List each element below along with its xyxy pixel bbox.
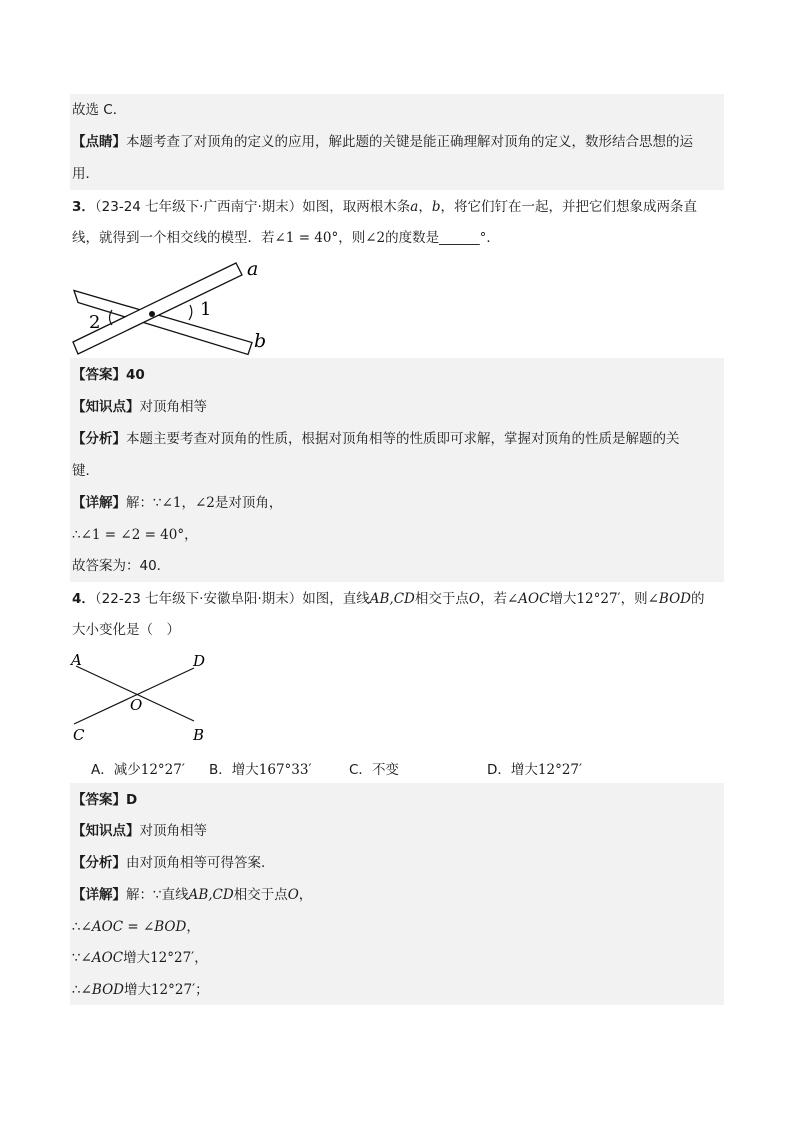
option-text: 增大: [231, 762, 259, 778]
q4-stem-line-1: [72, 589, 704, 609]
detail-math: ∠1，∠2: [161, 495, 215, 511]
detail-math: AB,CD: [188, 887, 234, 903]
detail-text: ，: [186, 919, 200, 935]
answer-value: 40: [126, 367, 145, 383]
q4-text: 大小变化是（ ）: [72, 622, 180, 638]
q4-answer-line: [72, 790, 137, 810]
q3-answer-line: [72, 365, 145, 385]
label-C: C: [73, 726, 85, 744]
detail-text: 解：∵直线: [126, 887, 189, 903]
q3-text: 线，就得到一个相交线的模型．若: [72, 230, 275, 246]
q4-text: 的: [690, 591, 705, 607]
knowledge-text: 对顶角相等: [139, 399, 207, 415]
dianjing-line: [72, 132, 693, 152]
q4-detail-line-1: [72, 885, 312, 905]
q3-figure: [64, 258, 284, 358]
knowledge-tag: 【知识点】: [72, 399, 140, 415]
q4-text: 如图，直线: [302, 591, 370, 607]
dianjing-tag: 【点睛】: [72, 134, 126, 150]
q3-stem-line-2: [72, 228, 500, 248]
nail-point: [149, 311, 155, 317]
analysis-tag: 【分析】: [72, 431, 126, 447]
q3-answer-blank: ______: [439, 230, 480, 246]
q3-stem-line-1: [72, 197, 697, 217]
detail-text: 故答案为：40．: [72, 558, 171, 574]
detail-math: O: [287, 887, 299, 903]
dianjing-line-2: [72, 164, 99, 184]
label-a: a: [247, 258, 259, 280]
option-value: 12°27′: [140, 762, 185, 778]
dianjing-text: 本题考查了对顶角的定义的应用，解此题的关键是能正确理解对顶角的定义，数形结合思想的运: [126, 134, 693, 150]
q4-stem-line-2: [72, 620, 180, 640]
option-a[interactable]: [91, 760, 185, 780]
q4-text: 增大: [549, 591, 577, 607]
label-D: D: [193, 652, 206, 670]
q4-angle-value: 12°27′: [576, 591, 621, 607]
q4-angle-aoc: ∠AOC: [506, 591, 550, 607]
q4-lines: AB,CD: [369, 591, 415, 607]
option-text: 增大: [510, 762, 538, 778]
q3-detail-line-1: [72, 493, 282, 513]
option-d[interactable]: [487, 760, 582, 780]
label-B: B: [193, 726, 205, 744]
option-letter: C．: [349, 762, 372, 778]
option-value: 167°33′: [258, 762, 312, 778]
knowledge-text: 对顶角相等: [139, 823, 207, 839]
q4-source: （22-23 七年级下·安徽阜阳·期末）: [94, 591, 303, 607]
q4-knowledge-line: [72, 821, 207, 841]
detail-text: 相交于点: [233, 887, 288, 903]
q3-analysis-line: [72, 429, 680, 449]
detail-text: ，: [194, 950, 208, 966]
detail-text: 增大: [123, 950, 151, 966]
option-letter: A．: [91, 762, 114, 778]
detail-text: ，: [298, 887, 313, 903]
option-text: 减少: [113, 762, 141, 778]
q3-var-b: b: [431, 199, 441, 215]
q4-detail-line-3: [72, 948, 208, 968]
detail-text: 增大: [123, 982, 151, 998]
label-O: O: [130, 696, 143, 714]
option-letter: D．: [487, 762, 511, 778]
detail-text: 是对顶角，: [214, 495, 283, 511]
answer-tag: 【答案】: [72, 792, 126, 808]
option-b[interactable]: [209, 760, 312, 780]
detail-text: ∵: [72, 950, 81, 966]
option-letter: B．: [209, 762, 232, 778]
q4-angle-bod: ∠BOD: [647, 591, 691, 607]
answer-value: D: [126, 792, 138, 808]
option-value: 12°27′: [537, 762, 583, 778]
q4-number: 4．: [72, 591, 95, 607]
q3-detail-line-3: [72, 556, 170, 576]
q3-detail-line-2: [72, 525, 198, 545]
detail-text: ∴: [72, 982, 81, 998]
detail-text: ∴: [72, 919, 81, 935]
q4-figure: [64, 648, 224, 748]
choice-line: [72, 100, 126, 120]
q3-text: °．: [479, 230, 500, 246]
analysis-text: 由对顶角相等可得答案．: [126, 855, 275, 871]
q4-detail-line-4: [72, 980, 209, 1000]
q3-source: （23-24 七年级下·广西南宁·期末）: [94, 199, 303, 215]
label-A: A: [71, 651, 82, 669]
answer-tag: 【答案】: [72, 367, 126, 383]
q3-text: ，则: [338, 230, 366, 246]
analysis-text: 本题主要考查对顶角的性质，根据对顶角相等的性质即可求解，掌握对顶角的性质是解题的关: [126, 431, 680, 447]
q3-angle1: ∠1 = 40°: [274, 230, 339, 246]
analysis-tag: 【分析】: [72, 855, 126, 871]
label-2: 2: [89, 312, 101, 333]
detail-text: ；: [195, 982, 209, 998]
label-1: 1: [200, 299, 212, 320]
q3-analysis-line-2: [72, 461, 99, 481]
q3-var-a: a: [410, 199, 419, 215]
q3-text: 的度数是: [385, 230, 440, 246]
analysis-text-continued: 键．: [72, 463, 99, 479]
q4-text: ，若: [479, 591, 507, 607]
q4-point-o: O: [468, 591, 480, 607]
q3-number: 3．: [72, 199, 95, 215]
detail-math: 12°27′: [150, 950, 195, 966]
detail-text: 解：∵: [126, 495, 162, 511]
choice-text: 故选 C．: [72, 102, 127, 118]
knowledge-tag: 【知识点】: [72, 823, 140, 839]
detail-math: ∠AOC: [80, 950, 124, 966]
option-text: 不变: [371, 762, 399, 778]
detail-tag: 【详解】: [72, 887, 126, 903]
answer-block-shade: [70, 358, 724, 582]
q4-text: 相交于点: [414, 591, 469, 607]
q3-text: 如图，取两根木条: [302, 199, 411, 215]
q3-angle2: ∠2: [365, 230, 386, 246]
q3-knowledge-line: [72, 397, 207, 417]
detail-tag: 【详解】: [72, 495, 126, 511]
dianjing-text-continued: 用．: [72, 166, 99, 182]
q3-sep: ，: [418, 199, 432, 215]
detail-math: ∴∠1 = ∠2 = 40°，: [72, 527, 198, 543]
q4-detail-line-2: [72, 917, 200, 937]
detail-math: ∠BOD: [80, 982, 124, 998]
option-c[interactable]: [349, 760, 399, 780]
detail-math: 12°27′: [150, 982, 196, 998]
q4-analysis-line: [72, 853, 275, 873]
detail-math: ∠AOC = ∠BOD: [80, 919, 187, 935]
angle-1-arc: [189, 305, 192, 320]
label-b: b: [254, 330, 267, 352]
q4-text: ，则: [620, 591, 648, 607]
q3-text: ，将它们钉在一起，并把它们想象成两条直: [440, 199, 697, 215]
